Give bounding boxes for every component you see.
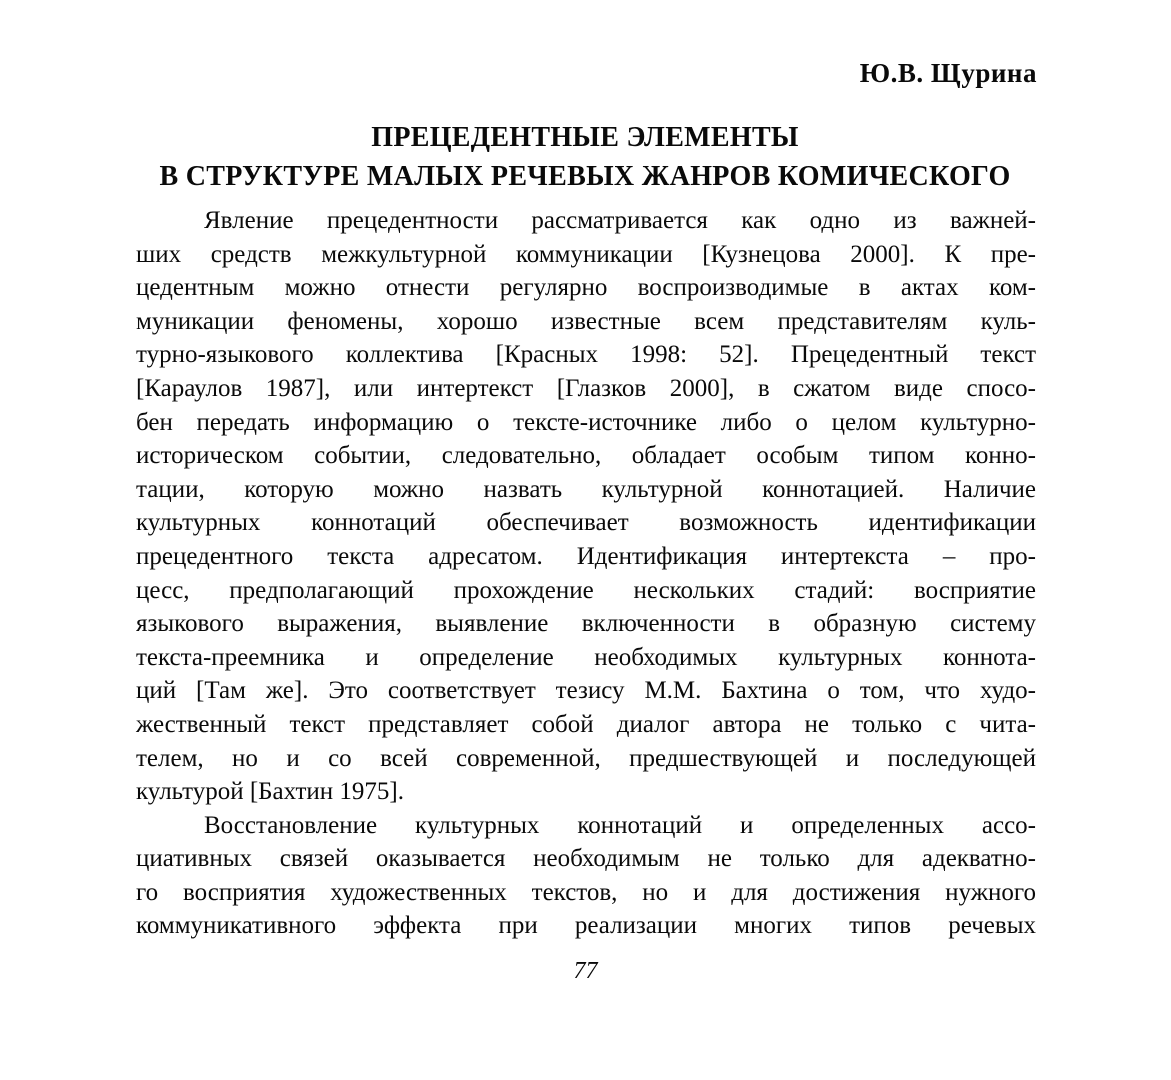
author-name: Ю.В. Щурина [859,58,1037,88]
text-line: го восприятия художественных текстов, но и для достижения нужного [136,878,1036,906]
article-title-line-2: В СТРУКТУРЕ МАЛЫХ РЕЧЕВЫХ ЖАНРОВ КОМИЧЕСКОГО [159,161,1011,192]
text-line: [Караулов 1987], или интертекст [Глазков 2000], в сжатом виде спосо- [136,374,1036,402]
text-line: языкового выражения, выявление включенности в образную систему [136,610,1036,638]
text-line: турно-языкового коллектива [Красных 1998: 52]. Прецедентный текст [136,341,1036,369]
text-line: тации, которую можно назвать культурной коннотацией. Наличие [136,475,1036,503]
body-text [136,204,1036,943]
text-line: жественный текст представляет собой диалог автора не только с чита- [136,710,1036,738]
text-line: муникации феномены, хорошо известные всем представителям куль- [136,307,1036,335]
text-line: телем, но и со всей современной, предшествующей и последующей [136,744,1036,772]
text-line: Восстановление культурных коннотаций и определенных ассо- [204,811,1036,839]
text-line: цедентным можно отнести регулярно воспроизводимые в актах ком- [136,274,1036,302]
page-number: 77 [573,958,598,984]
text-line: бен передать информацию о тексте-источнике либо о целом культурно- [136,408,1036,436]
text-line: текста-преемника и определение необходимых культурных коннота- [136,643,1036,671]
text-line: историческом событии, следовательно, обладает особым типом конно- [136,442,1036,470]
text-line: ций [Там же]. Это соответствует тезису М.М. Бахтина о том, что худо- [136,677,1036,705]
article-title-line-1: ПРЕЦЕДЕНТНЫЕ ЭЛЕМЕНТЫ [371,122,799,153]
text-line: коммуникативного эффекта при реализации многих типов речевых [136,912,1036,940]
text-line: цесс, предполагающий прохождение нескольких стадий: восприятие [136,576,1036,604]
article-title [120,118,1050,196]
text-line: Явление прецедентности рассматривается как одно из важней- [204,207,1036,234]
text-line: ших средств межкультурной коммуникации [Кузнецова 2000]. К пре- [136,240,1036,268]
text-line: прецедентного текста адресатом. Идентификация интертекста – про- [136,542,1036,570]
paragraph [136,204,1036,809]
text-line: культурных коннотаций обеспечивает возможность идентификации [136,509,1036,537]
text-line: культурой [Бахтин 1975]. [136,778,405,806]
paragraph [136,809,1036,943]
text-line: циативных связей оказывается необходимым не только для адекватно- [136,845,1036,873]
